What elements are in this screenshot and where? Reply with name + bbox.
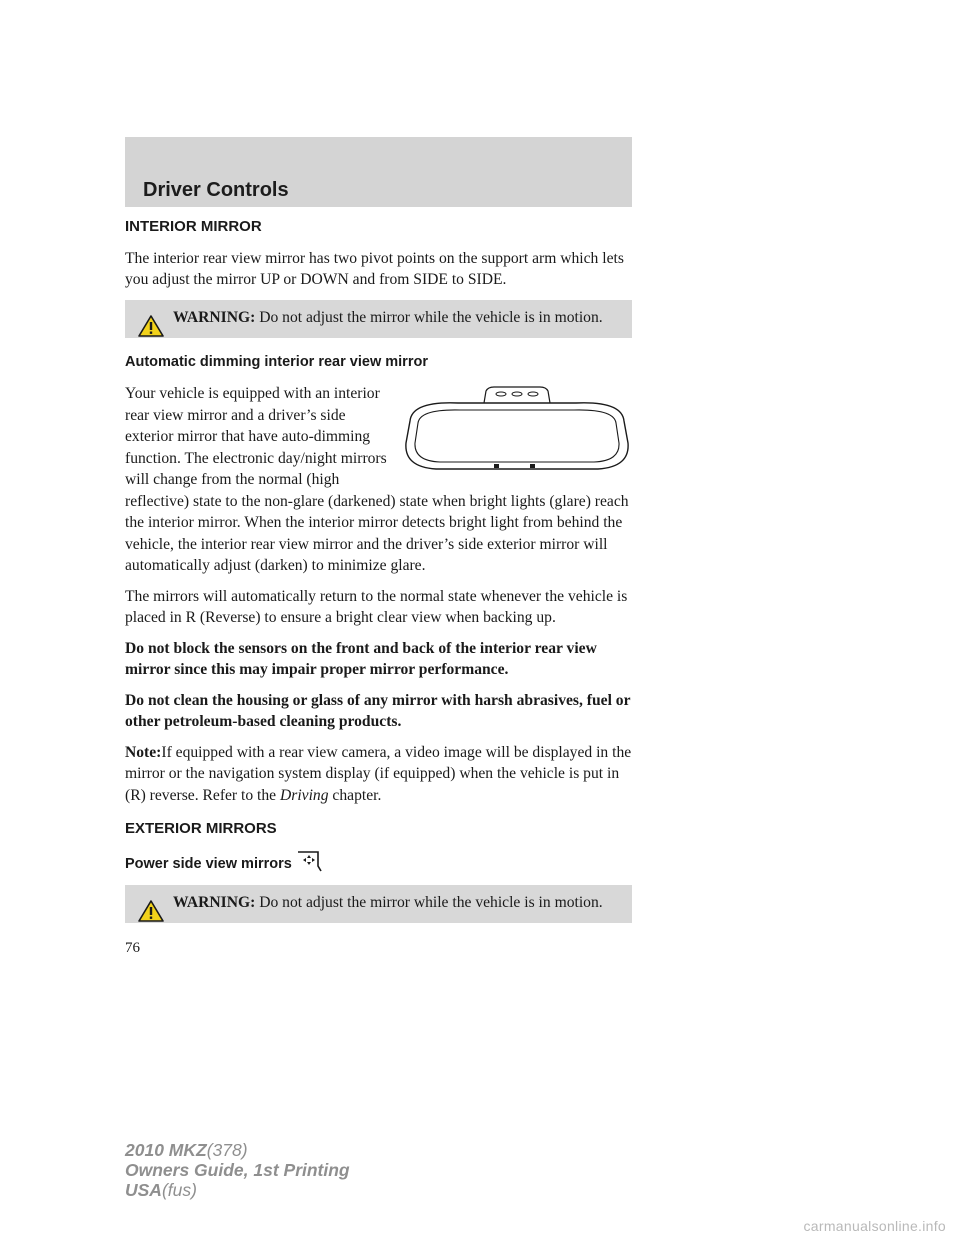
footer-line-1	[125, 1140, 350, 1160]
power-mirrors-subheading	[125, 850, 632, 876]
warning-text: Do not adjust the mirror while the vehicle is in motion.	[259, 308, 603, 326]
site-watermark: carmanualsonline.info	[803, 1218, 946, 1234]
exterior-mirrors-heading: EXTERIOR MIRRORS	[125, 820, 277, 837]
footer-region-code: (fus)	[161, 1180, 197, 1200]
note-chapter-ref: Driving	[280, 786, 329, 804]
autodim-paragraph-2: The mirrors will automatically return to the normal state whenever the vehicle is placed in R (Reverse) to ensure a bright clear view when backing up.	[125, 587, 628, 626]
section-title: Driver Controls	[143, 179, 289, 201]
warning-triangle-icon	[138, 899, 164, 923]
autodim-paragraph-1: Your vehicle is equipped with an interior rear view mirror and a driver’s side exterior mirror that have auto-dimming function. The electronic day/night mirrors will change from the normal (high reflective) state to the non-glare (darkened) state when bright lights (glare) reach the interior mirror. When the interior mirror detects bright light from behind the vehicle, the interior rear view mirror and the driver’s side exterior mirror will automatically adjust (darken) to minimize glare.	[125, 385, 629, 574]
warning-label: WARNING:	[173, 308, 256, 326]
note-text: If equipped with a rear view camera, a video image will be displayed in the mirror or the navigation system display (if equipped) when the vehicle is put in (R) reverse. Refer to the	[125, 743, 632, 804]
power-mirrors-label: Power side view mirrors	[125, 855, 292, 872]
sensor-caution: Do not block the sensors on the front and back of the interior rear view mirror since this may impair proper mirror performance.	[125, 639, 597, 678]
page-number: 76	[125, 940, 140, 956]
footer-model-code: (378)	[206, 1140, 248, 1160]
cleaning-caution: Do not clean the housing or glass of any mirror with harsh abrasives, fuel or other petroleum-based cleaning products.	[125, 691, 631, 730]
footer-line-2: Owners Guide, 1st Printing	[125, 1160, 350, 1180]
power-mirror-control-icon	[296, 850, 322, 872]
footer-line-3	[125, 1180, 350, 1200]
camera-note	[125, 742, 632, 807]
interior-mirror-intro: The interior rear view mirror has two pivot points on the support arm which lets you adjust the mirror UP or DOWN and from SIDE to SIDE.	[125, 249, 624, 288]
note-label: Note:	[125, 743, 162, 761]
section-header-band	[125, 137, 632, 207]
footer-model: 2010 MKZ	[125, 1140, 207, 1160]
page-content	[125, 216, 632, 937]
warning-label: WARNING:	[173, 894, 256, 911]
warning-box-exterior	[125, 885, 632, 923]
footer-region: USA	[125, 1180, 162, 1200]
interior-mirror-heading: INTERIOR MIRROR	[125, 218, 262, 235]
warning-box-interior	[125, 300, 632, 338]
note-suffix: chapter.	[328, 786, 382, 804]
rear-view-mirror-illustration	[398, 381, 636, 483]
print-footer	[125, 1140, 350, 1200]
warning-triangle-icon	[138, 314, 164, 338]
warning-text: Do not adjust the mirror while the vehicle is in motion.	[259, 894, 603, 911]
autodim-heading: Automatic dimming interior rear view mirror	[125, 353, 428, 370]
